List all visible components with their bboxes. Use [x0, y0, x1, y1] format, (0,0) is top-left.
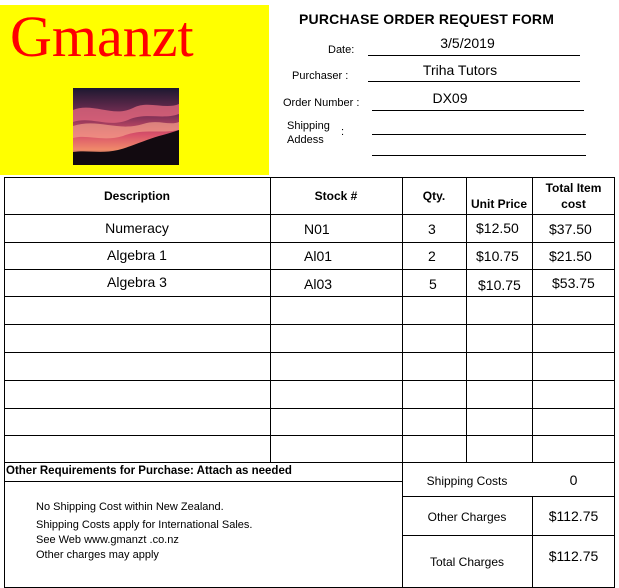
order-number-underline	[372, 110, 584, 111]
header-total-line1: Total Item	[545, 181, 602, 195]
summary-divider	[402, 535, 615, 536]
date-value[interactable]: 3/5/2019	[440, 35, 495, 51]
other-heading-divider	[4, 481, 402, 482]
header-total-line2: cost	[561, 197, 586, 211]
table-row-2-total[interactable]: $21.50	[549, 248, 592, 264]
row-divider	[4, 435, 615, 436]
table-row-3-unit-price[interactable]: $10.75	[478, 277, 521, 293]
note-line-2: Shipping Costs apply for International Sales.	[36, 519, 253, 531]
header-stock: Stock #	[314, 189, 358, 203]
other-charges-label: Other Charges	[427, 510, 507, 524]
total-charges-value[interactable]: $112.75	[548, 548, 599, 564]
col-divider	[402, 177, 403, 588]
table-row-1-qty[interactable]: 3	[428, 221, 436, 237]
form-title: PURCHASE ORDER REQUEST FORM	[299, 11, 555, 27]
table-row-2-unit-price[interactable]: $10.75	[476, 248, 519, 264]
purchaser-label: Purchaser :	[292, 70, 349, 82]
col-divider	[270, 177, 271, 462]
order-number-value[interactable]: DX09	[432, 90, 468, 106]
date-label: Date:	[328, 44, 355, 56]
date-underline	[368, 55, 580, 56]
table-row-2-stock[interactable]: Al01	[304, 248, 333, 264]
shipping-costs-label: Shipping Costs	[426, 474, 508, 488]
shipping-costs-value[interactable]: 0	[569, 472, 578, 488]
table-row-2-qty[interactable]: 2	[428, 248, 436, 264]
note-line-1: No Shipping Cost within New Zealand.	[36, 501, 224, 513]
sunset-photo-icon	[73, 88, 179, 165]
col-divider	[466, 177, 467, 462]
table-row-1-stock[interactable]: N01	[304, 221, 330, 237]
shipping-label: Shipping	[287, 120, 330, 132]
table-row-3-total[interactable]: $53.75	[552, 275, 595, 291]
row-divider	[4, 324, 615, 325]
row-divider	[4, 296, 615, 297]
address-line-2[interactable]	[372, 155, 586, 156]
col-divider	[532, 177, 533, 462]
row-divider	[4, 269, 615, 270]
purchaser-underline	[368, 81, 580, 82]
brand-name: Gmanzt	[10, 4, 194, 69]
table-row-1-unit-price[interactable]: $12.50	[476, 220, 519, 236]
shipping-label-colon: :	[341, 126, 345, 138]
note-line-3: See Web www.gmanzt .co.nz	[36, 534, 179, 546]
table-row-3-stock[interactable]: Al03	[304, 276, 333, 292]
table-row-2-description[interactable]: Algebra 1	[107, 247, 167, 263]
row-divider	[4, 242, 615, 243]
order-number-label: Order Number :	[283, 97, 360, 109]
other-charges-value[interactable]: $112.75	[548, 508, 599, 524]
row-divider	[4, 408, 615, 409]
row-divider	[4, 352, 615, 353]
other-requirements-heading: Other Requirements for Purchase: Attach as needed	[6, 465, 292, 477]
address-line-1[interactable]	[372, 134, 586, 135]
table-row-3-qty[interactable]: 5	[429, 276, 437, 292]
row-divider	[4, 462, 615, 463]
note-line-4: Other charges may apply	[36, 549, 159, 561]
header-unit-price: Unit Price	[470, 197, 527, 211]
purchaser-value[interactable]: Triha Tutors	[422, 62, 498, 78]
total-charges-label: Total Charges	[429, 555, 505, 569]
address-label: Addess	[287, 134, 324, 146]
row-divider	[4, 380, 615, 381]
row-divider	[4, 214, 615, 215]
table-row-1-description[interactable]: Numeracy	[105, 220, 169, 236]
header-description: Description	[103, 189, 170, 203]
header-qty: Qty.	[422, 189, 446, 203]
table-row-1-total[interactable]: $37.50	[549, 221, 592, 237]
table-row-3-description[interactable]: Algebra 3	[107, 274, 167, 290]
summary-divider	[402, 496, 615, 497]
